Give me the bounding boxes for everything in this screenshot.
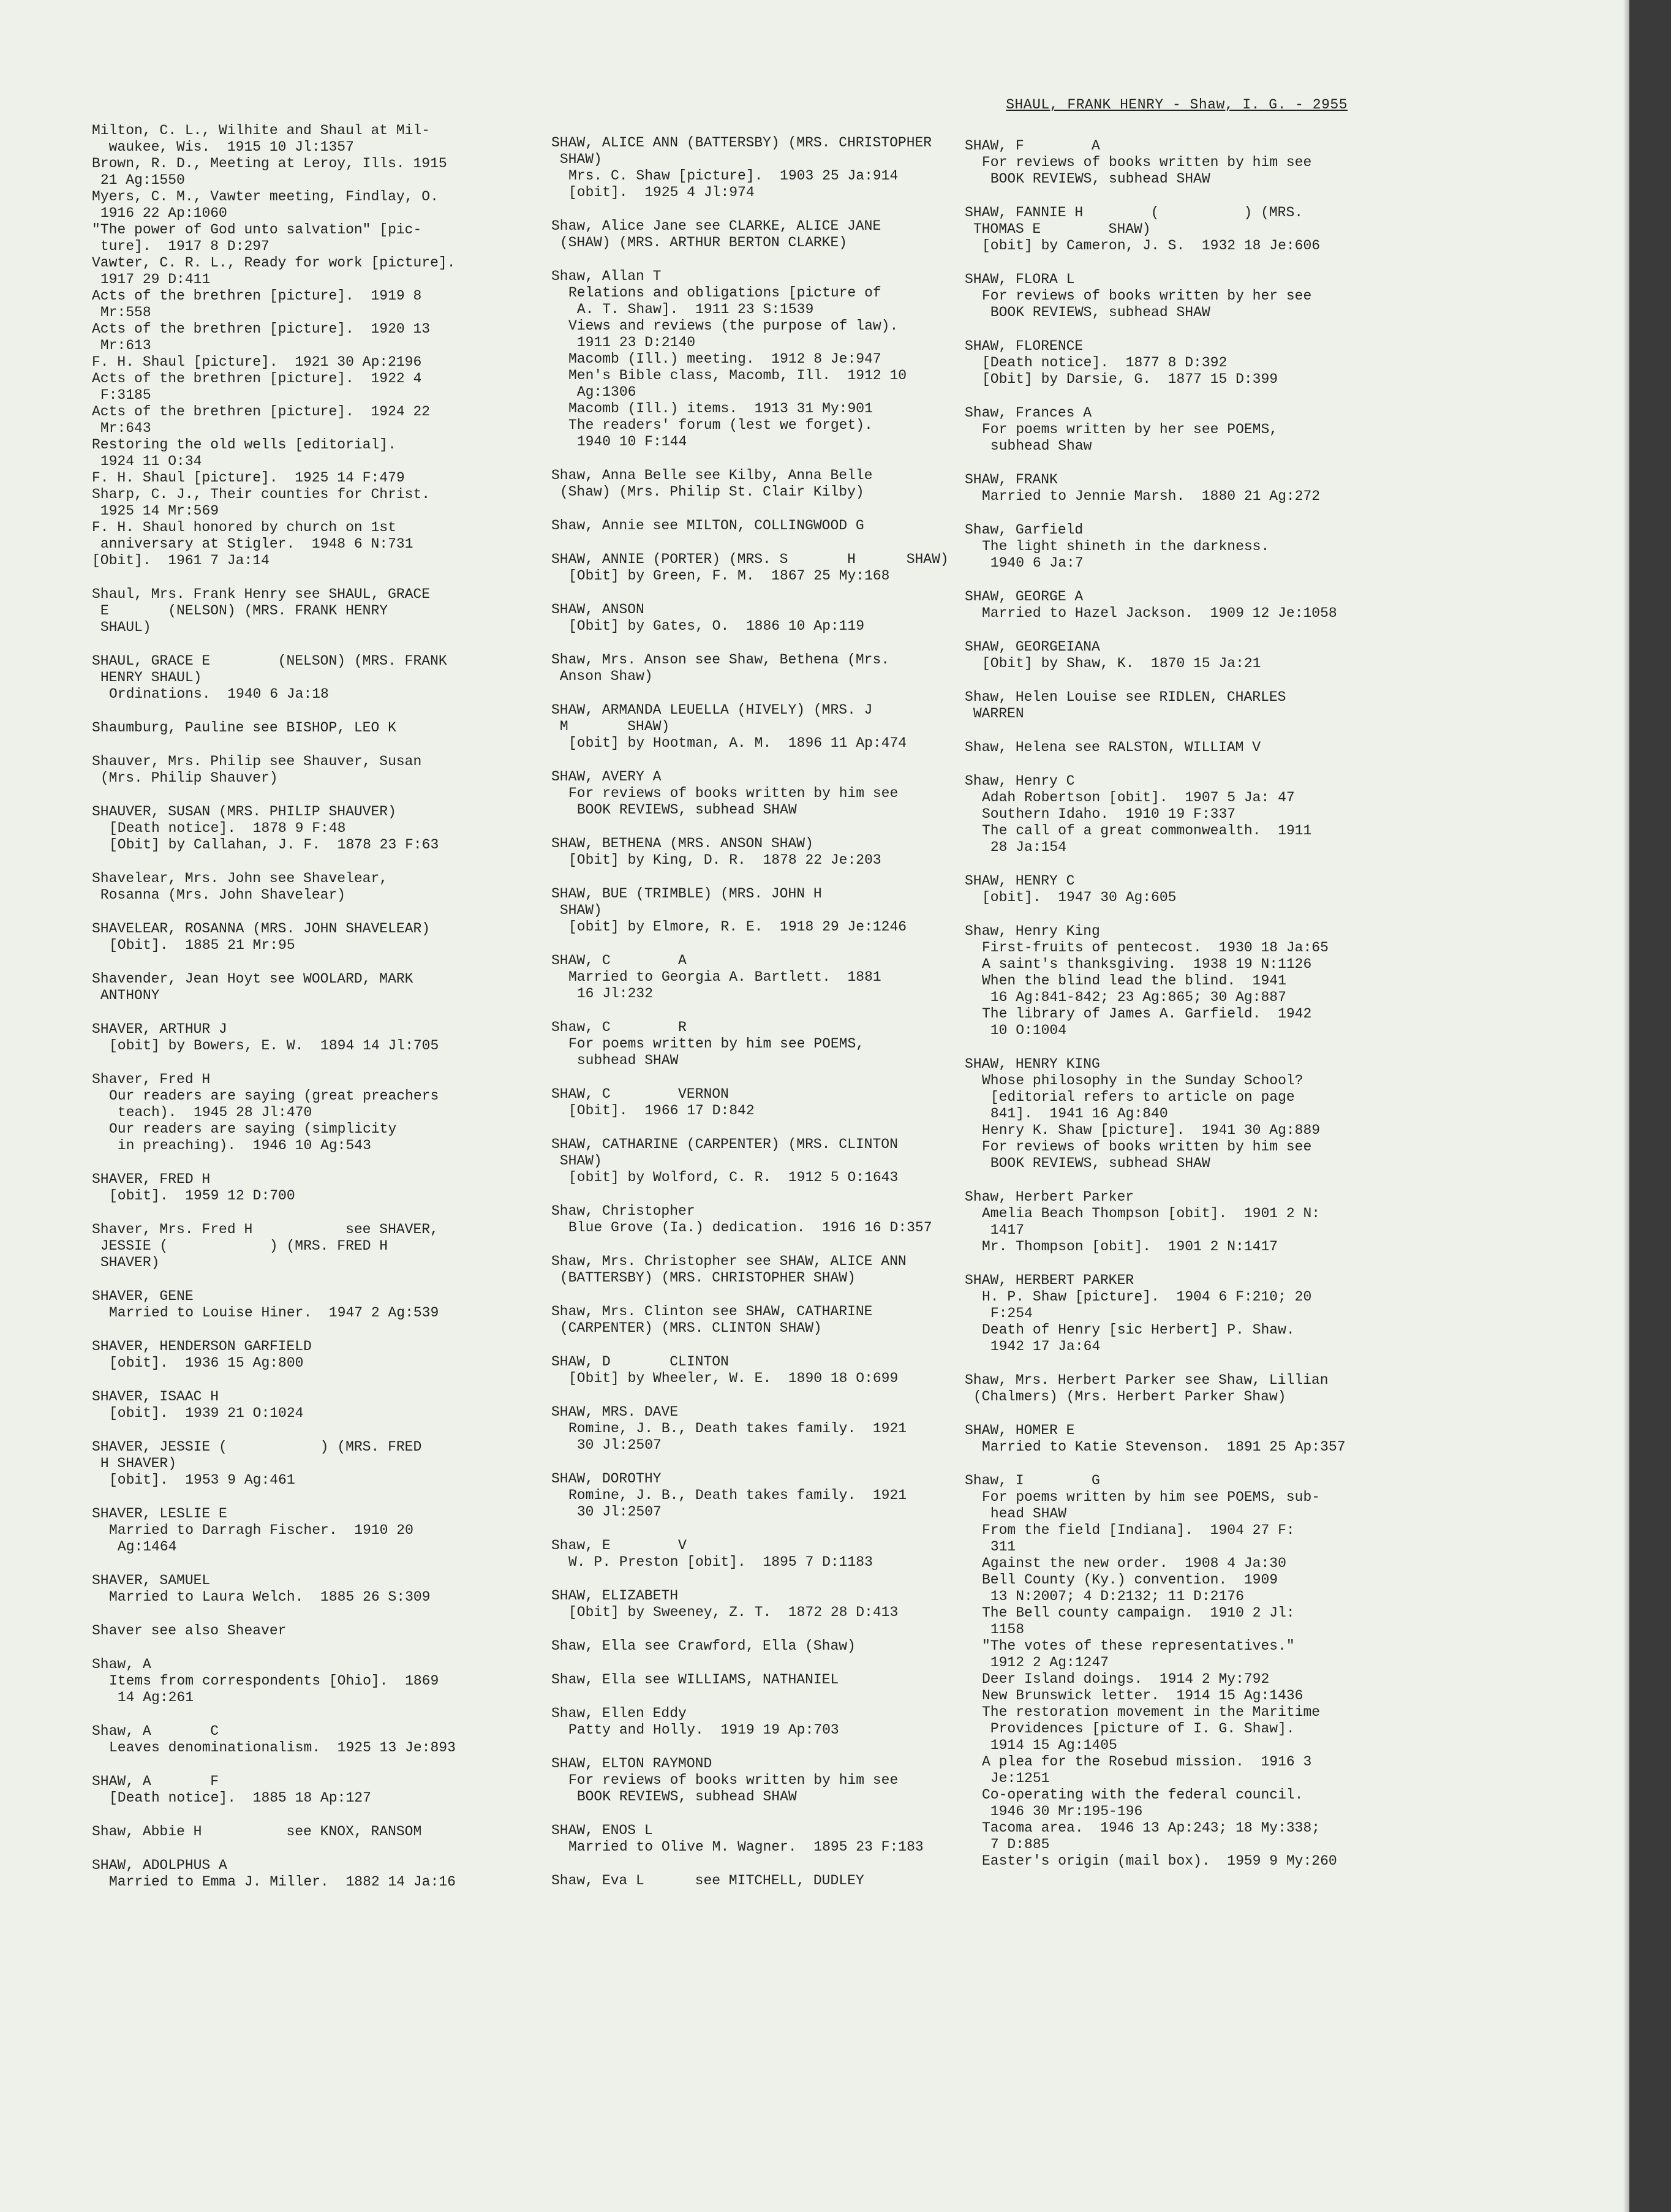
index-entry [551,1588,992,1621]
entry-heading: Shavender, Jean Hoyt see WOOLARD, MARK ANTHONY [92,971,413,1003]
entry-citation: [Death notice]. 1878 9 F:48 [109,820,346,836]
entry-heading: SHAVER, FRED H [92,1171,211,1187]
index-entry [965,1056,1406,1172]
index-entry [965,1372,1406,1405]
entry-heading: SHAW, HENRY KING [965,1056,1100,1072]
entry-citation: Macomb (Ill.) items. 1913 31 My:901 [568,401,873,417]
index-entry [965,689,1406,722]
index-entry [92,1773,533,1806]
index-entry [965,1422,1406,1455]
entry-heading: Shaw, Annie see MILTON, COLLINGWOOD G [551,518,864,534]
index-entry [551,1672,992,1688]
entry-heading: SHAVER, ISAAC H [92,1389,219,1405]
entry-heading: Shaw, E V [551,1538,687,1553]
entry-citation: [Obit] by Wheeler, W. E. 1890 18 O:699 [568,1370,899,1386]
entry-heading: SHAW, FLORA L [965,271,1075,287]
entry-citation: [Obit] by Sweeney, Z. T. 1872 28 D:413 [568,1604,899,1620]
entry-heading: Shaw, Ella see Crawford, Ella (Shaw) [551,1638,856,1654]
entry-heading: Shaul, Mrs. Frank Henry see SHAUL, GRACE E (NELSON) (MRS. FRANK HENRY SHAUL) [92,586,431,635]
index-entry [965,522,1406,572]
entry-heading: Shaw, Mrs. Christopher see SHAW, ALICE ANN (BATTERSBY) (MRS. CHRISTOPHER SHAW) [551,1253,907,1286]
entry-heading: SHAVER, SAMUEL [92,1572,211,1588]
index-entry [92,753,533,787]
index-entry [551,1404,992,1454]
entry-heading: SHAW, ADOLPHUS A [92,1857,227,1873]
entry-citation: [Obit] by Green, F. M. 1867 25 My:168 [568,568,890,584]
entry-citation: [Obit] by King, D. R. 1878 22 Je:203 [568,852,881,868]
entry-heading: Shaw, Eva L see MITCHELL, DUDLEY [551,1873,864,1889]
index-entry [551,518,992,534]
entry-heading: Shaw, Mrs. Clinton see SHAW, CATHARINE (CARPENTER) (MRS. CLINTON SHAW) [551,1304,873,1336]
index-entry [92,1171,533,1204]
index-entry [92,1857,533,1890]
entry-citation: Deer Island doings. 1914 2 My:792 [982,1671,1270,1687]
index-entry [92,653,533,703]
index-entry [92,1824,533,1840]
entry-heading: SHAW, HENRY C [965,873,1075,889]
entry-citation: Married to Katie Stevenson. 1891 25 Ap:357 [982,1439,1346,1455]
entry-citation: [Obit]. 1966 17 D:842 [568,1103,755,1119]
entry-heading: Shaver, Mrs. Fred H see SHAVER, JESSIE ( ) (MRS. FRED H SHAVER) [92,1221,439,1270]
entry-citation: Acts of the brethren [picture]. 1924 22 Mr:643 [92,404,431,436]
entry-heading: SHAW, AVERY A [551,769,662,785]
entry-citation: [obit] by Wolford, C. R. 1912 5 O:1643 [568,1169,899,1185]
entry-heading: Shaw, Ellen Eddy [551,1705,687,1721]
entry-citation: Amelia Beach Thompson [obit]. 1901 2 N: 1417 [982,1206,1321,1238]
entry-citation: Acts of the brethren [picture]. 1922 4 F:3185 [92,371,422,403]
entry-heading: SHAW, HOMER E [965,1422,1075,1438]
index-entry [551,135,992,201]
entry-citation: F. H. Shaul [picture]. 1925 14 F:479 [92,470,405,486]
entry-heading: Shaw, Helena see RALSTON, WILLIAM V [965,739,1261,755]
entry-heading: SHAW, ELTON RAYMOND [551,1756,712,1772]
entry-citation: Leaves denominationalism. 1925 13 Je:893 [109,1740,456,1756]
entry-citation: "The power of God unto salvation" [pic- ture]. 1917 8 D:297 [92,222,422,254]
index-entry [92,1338,533,1372]
entry-heading: SHAVER, JESSIE ( ) (MRS. FRED H SHAVER) [92,1439,422,1471]
entry-citation: [obit]. 1947 30 Ag:605 [982,889,1177,905]
entry-citation: From the field [Indiana]. 1904 27 F: 311 [982,1522,1295,1555]
entry-citation: [Obit] by Shaw, K. 1870 15 Ja:21 [982,655,1261,671]
entry-citation: When the blind lead the blind. 1941 16 Ag:841-842; 23 Ag:865; 30 Ag:887 [982,973,1286,1005]
entry-citation: Romine, J. B., Death takes family. 1921 30 Jl:2507 [568,1421,907,1453]
entry-citation: [obit] by Bowers, E. W. 1894 14 Jl:705 [109,1038,439,1054]
entry-citation: [Obit] by Gates, O. 1886 10 Ap:119 [568,618,865,634]
index-entry [965,472,1406,505]
index-entry [92,1221,533,1271]
entry-heading: Shaver see also Sheaver [92,1623,287,1639]
entry-heading: SHAW, ANNIE (PORTER) (MRS. S H SHAW) [551,551,949,567]
entry-citation: Milton, C. L., Wilhite and Shaul at Mil- waukee, Wis. 1915 10 Jl:1357 [92,123,431,155]
entry-heading: SHAVER, ARTHUR J [92,1021,227,1037]
entry-citation: For reviews of books written by him see BOOK REVIEWS, subhead SHAW [568,785,899,818]
entry-citation: [obit]. 1936 15 Ag:800 [109,1355,304,1371]
entry-heading: Shaw, Henry King [965,923,1100,939]
entry-heading: SHAW, MRS. DAVE [551,1404,679,1420]
entry-heading: SHAW, C VERNON [551,1086,729,1102]
entry-citation: [obit] by Elmore, R. E. 1918 29 Je:1246 [568,919,907,935]
entry-citation: For reviews of books written by him see BOOK REVIEWS, subhead SHAW [982,154,1312,187]
index-entry [551,1471,992,1520]
entry-heading: SHAW, F A [965,138,1100,154]
entry-citation: Whose philosophy in the Sunday School? [editorial refers to article on page 841]. 1941 16 Ag:840 [982,1073,1303,1122]
entry-heading: SHAW, GEORGEIANA [965,639,1100,655]
entry-heading: Shaw, Alice Jane see CLARKE, ALICE JANE (SHAW) (MRS. ARTHUR BERTON CLARKE) [551,218,881,251]
entry-heading: Shaw, Mrs. Anson see Shaw, Bethena (Mrs. Anson Shaw) [551,652,890,684]
entry-heading: Shaw, Mrs. Herbert Parker see Shaw, Lillian (Chalmers) (Mrs. Herbert Parker Shaw) [965,1372,1329,1405]
entry-citation: Acts of the brethren [picture]. 1920 13 Mr:613 [92,321,431,353]
entry-citation: Easter's origin (mail box). 1959 9 My:260 [982,1853,1337,1869]
entry-citation: [Obit]. 1961 7 Ja:14 [92,553,270,568]
entry-citation: The restoration movement in the Maritime Providences [picture of I. G. Shaw]. 1914 15 Ag:1405 [982,1704,1321,1753]
entry-citation: [obit] by Cameron, J. S. 1932 18 Je:606 [982,238,1321,254]
entry-heading: SHAUVER, SUSAN (MRS. PHILIP SHAUVER) [92,804,396,820]
entry-citation: The light shineth in the darkness. 1940 6 Ja:7 [982,538,1270,571]
entry-citation: For reviews of books written by her see BOOK REVIEWS, subhead SHAW [982,288,1312,320]
entry-citation: Married to Jennie Marsh. 1880 21 Ag:272 [982,488,1321,504]
entry-heading: Shaw, Allan T [551,268,662,284]
entry-citation: Bell County (Ky.) convention. 1909 13 N:2007; 4 D:2132; 11 D:2176 [982,1572,1278,1604]
index-entry [92,804,533,853]
entry-citation: Against the new order. 1908 4 Ja:30 [982,1555,1286,1571]
index-entry [551,1538,992,1571]
entry-heading: Shaver, Fred H [92,1071,211,1087]
entry-heading: Shaw, A [92,1656,151,1672]
index-entry [92,123,533,569]
entry-heading: SHAW, A F [92,1773,219,1789]
entry-citation: For reviews of books written by him see BOOK REVIEWS, subhead SHAW [982,1139,1312,1171]
entry-citation: Our readers are saying (great preachers teach). 1945 28 Jl:470 [109,1088,439,1120]
entry-citation: For reviews of books written by him see BOOK REVIEWS, subhead SHAW [568,1772,899,1805]
page-header [1006,97,1348,113]
entry-citation: Macomb (Ill.) meeting. 1912 8 Je:947 [568,351,881,367]
entry-heading: Shaumburg, Pauline see BISHOP, LEO K [92,720,396,736]
index-entry [551,1705,992,1738]
index-entry [551,702,992,752]
entry-citation: [Obit] by Callahan, J. F. 1878 23 F:63 [109,837,439,853]
entry-heading: Shaw, A C [92,1723,219,1739]
index-entry [965,205,1406,254]
index-entry [551,836,992,869]
entry-heading: Shaw, Henry C [965,773,1075,789]
entry-citation: The Bell county campaign. 1910 2 Jl: 1158 [982,1605,1295,1637]
entry-heading: SHAW, C A [551,953,687,968]
entry-citation: Southern Idaho. 1910 19 F:337 [982,806,1236,822]
index-column-2 [551,135,992,1906]
entry-citation: A plea for the Rosebud mission. 1916 3 Je:1251 [982,1754,1312,1786]
header-range: SHAUL, FRANK HENRY - Shaw, I. G. - 2955 [1006,97,1348,113]
index-entry [551,953,992,1002]
index-entry [92,1071,533,1154]
index-entry [92,1021,533,1054]
index-entry [965,138,1406,187]
index-entry [965,639,1406,672]
index-entry [551,1756,992,1805]
index-entry [551,1638,992,1655]
entry-heading: SHAW, CATHARINE (CARPENTER) (MRS. CLINTON SHAW) [551,1136,898,1169]
index-entry [965,338,1406,388]
entry-citation: Myers, C. M., Vawter meeting, Findlay, O. 1916 22 Ap:1060 [92,189,439,221]
entry-citation: [obit]. 1925 4 Jl:974 [568,184,755,200]
entry-heading: SHAW, ANSON [551,602,644,617]
entry-heading: SHAVELEAR, ROSANNA (MRS. JOHN SHAVELEAR) [92,921,431,937]
entry-citation: For poems written by him see POEMS, subhead SHAW [568,1036,865,1068]
entry-heading: SHAW, FANNIE H ( ) (MRS. THOMAS E SHAW) [965,205,1303,237]
index-column-3 [965,138,1406,1887]
entry-citation: [Death notice]. 1877 8 D:392 [982,355,1228,371]
entry-heading: Shaw, C R [551,1019,687,1035]
entry-heading: Shaw, Ella see WILLIAMS, NATHANIEL [551,1672,839,1688]
index-entry [551,1304,992,1337]
entry-heading: Shaw, Garfield [965,522,1084,538]
entry-citation: The readers' forum (lest we forget). 1940 10 F:144 [568,417,873,450]
entry-citation: [Obit]. 1885 21 Mr:95 [109,937,295,953]
entry-citation: Married to Georgia A. Bartlett. 1881 16 Jl:232 [568,969,881,1002]
index-entry [965,739,1406,756]
entry-citation: Brown, R. D., Meeting at Leroy, Ills. 1915 21 Ag:1550 [92,156,447,188]
index-entry [965,405,1406,455]
entry-heading: Shaw, Frances A [965,405,1092,421]
entry-citation: Our readers are saying (simplicity in preaching). 1946 10 Ag:543 [109,1121,397,1153]
entry-citation: F. H. Shaul honored by church on 1st anniversary at Stigler. 1948 6 N:731 [92,519,413,552]
entry-citation: Mr. Thompson [obit]. 1901 2 N:1417 [982,1239,1278,1255]
entry-heading: SHAVER, GENE [92,1288,194,1304]
entry-citation: For poems written by him see POEMS, sub- head SHAW [982,1489,1321,1522]
entry-citation: W. P. Preston [obit]. 1895 7 D:1183 [568,1554,873,1570]
entry-citation: The call of a great commonwealth. 1911 28 Ja:154 [982,823,1312,855]
entry-heading: SHAW, BUE (TRIMBLE) (MRS. JOHN H SHAW) [551,886,822,918]
entry-citation: Romine, J. B., Death takes family. 1921 30 Jl:2507 [568,1487,907,1520]
entry-citation: Married to Hazel Jackson. 1909 12 Je:1058 [982,605,1337,621]
entry-citation: Relations and obligations [picture of A. T. Shaw]. 1911 23 S:1539 [568,285,881,317]
entry-citation: Adah Robertson [obit]. 1907 5 Ja: 47 [982,790,1295,806]
entry-citation: The library of James A. Garfield. 1942 10 O:1004 [982,1006,1312,1038]
entry-citation: Co-operating with the federal council. 1946 30 Mr:195-196 [982,1787,1303,1819]
entry-citation: "The votes of these representatives." 1912 2 Ag:1247 [982,1638,1295,1670]
index-entry [92,1288,533,1321]
entry-citation: Views and reviews (the purpose of law). 1911 23 D:2140 [568,318,899,350]
index-entry [92,921,533,954]
entry-citation: A saint's thanksgiving. 1938 19 N:1126 [982,956,1312,972]
index-entry [92,870,533,904]
entry-citation: Men's Bible class, Macomb, Ill. 1912 10 Ag:1306 [568,368,907,400]
entry-citation: [Obit] by Darsie, G. 1877 15 D:399 [982,371,1278,387]
index-entry [92,1439,533,1489]
entry-citation: [obit]. 1953 9 Ag:461 [109,1472,295,1488]
entry-citation: Married to Laura Welch. 1885 26 S:309 [109,1589,431,1605]
entry-citation: New Brunswick letter. 1914 15 Ag:1436 [982,1688,1303,1704]
entry-heading: SHAUL, GRACE E (NELSON) (MRS. FRANK HENRY SHAUL) [92,653,447,685]
entry-heading: SHAW, FRANK [965,472,1058,488]
entry-citation: For poems written by her see POEMS, subhead Shaw [982,421,1278,454]
entry-heading: SHAW, BETHENA (MRS. ANSON SHAW) [551,836,813,851]
entry-heading: Shaw, I G [965,1473,1100,1489]
index-entry [965,923,1406,1039]
entry-heading: SHAW, D CLINTON [551,1354,729,1370]
index-entry [965,589,1406,622]
index-entry [965,271,1406,321]
index-entry [92,586,533,636]
entry-citation: Restoring the old wells [editorial]. 1924 11 O:34 [92,437,396,469]
index-entry [92,1623,533,1639]
index-entry [92,1389,533,1422]
index-entry [92,1572,533,1606]
entry-citation: [obit]. 1939 21 O:1024 [109,1405,304,1421]
index-entry [551,1086,992,1119]
entry-citation: First-fruits of pentecost. 1930 18 Ja:65 [982,940,1329,956]
index-entry [551,1203,992,1236]
entry-citation: H. P. Shaw [picture]. 1904 6 F:210; 20 F:254 [982,1289,1312,1321]
entry-citation: Vawter, C. R. L., Ready for work [picture]. 1917 29 D:411 [92,255,456,287]
entry-citation: Married to Darragh Fischer. 1910 20 Ag:1464 [109,1522,413,1555]
entry-heading: Shauver, Mrs. Philip see Shauver, Susan (Mrs. Philip Shauver) [92,753,422,786]
entry-heading: SHAW, ELIZABETH [551,1588,679,1604]
entry-heading: Shaw, Anna Belle see Kilby, Anna Belle (Shaw) (Mrs. Philip St. Clair Kilby) [551,467,873,500]
index-entry [551,1873,992,1889]
entry-citation: [obit] by Hootman, A. M. 1896 11 Ap:474 [568,735,907,751]
index-entry [551,1019,992,1069]
entry-heading: Shaw, Abbie H see KNOX, RANSOM [92,1824,422,1840]
index-entry [551,886,992,935]
index-entry [965,1189,1406,1255]
entry-citation: [obit]. 1959 12 D:700 [109,1188,295,1204]
index-entry [551,769,992,818]
index-entry [551,1822,992,1855]
entry-heading: SHAVER, LESLIE E [92,1506,227,1522]
index-entry [551,268,992,450]
entry-heading: SHAW, HERBERT PARKER [965,1272,1134,1288]
entry-citation: Henry K. Shaw [picture]. 1941 30 Ag:889 [982,1122,1321,1138]
index-column-1 [92,123,533,1908]
index-entry [551,218,992,251]
index-entry [92,720,533,736]
index-entry [92,1656,533,1706]
entry-citation: Acts of the brethren [picture]. 1919 8 Mr:558 [92,288,422,320]
entry-citation: Ordinations. 1940 6 Ja:18 [109,686,329,702]
entry-heading: SHAW, ALICE ANN (BATTERSBY) (MRS. CHRISTOPHER SHAW) [551,135,932,167]
entry-citation: Married to Emma J. Miller. 1882 14 Ja:16 [109,1874,456,1890]
index-entry [965,773,1406,856]
entry-heading: SHAW, DOROTHY [551,1471,662,1487]
entry-heading: Shaw, Helen Louise see RIDLEN, CHARLES WARREN [965,689,1286,722]
index-entry [965,1473,1406,1870]
entry-citation: [Death notice]. 1885 18 Ap:127 [109,1790,371,1806]
entry-citation: Married to Louise Hiner. 1947 2 Ag:539 [109,1305,439,1321]
entry-citation: Married to Olive M. Wagner. 1895 23 F:183 [568,1839,924,1855]
entry-citation: F. H. Shaul [picture]. 1921 30 Ap:2196 [92,354,422,370]
entry-citation: Sharp, C. J., Their counties for Christ. 1925 14 Mr:569 [92,486,431,519]
index-entry [551,652,992,685]
index-entry [92,1506,533,1555]
index-entry [551,602,992,635]
entry-citation: Tacoma area. 1946 13 Ap:243; 18 My:338; 7 D:885 [982,1820,1321,1852]
index-entry [92,1723,533,1756]
index-entry [551,1354,992,1387]
index-entry [965,1272,1406,1355]
entry-heading: SHAW, GEORGE A [965,589,1084,605]
entry-citation: Death of Henry [sic Herbert] P. Shaw. 1942 17 Ja:64 [982,1322,1295,1354]
entry-heading: Shavelear, Mrs. John see Shavelear, Rosanna (Mrs. John Shavelear) [92,870,388,903]
entry-heading: SHAW, ARMANDA LEUELLA (HIVELY) (MRS. J M SHAW) [551,702,873,734]
entry-heading: SHAW, FLORENCE [965,338,1084,354]
index-entry [965,873,1406,906]
entry-citation: Patty and Holly. 1919 19 Ap:703 [568,1722,839,1738]
entry-heading: Shaw, Christopher [551,1203,695,1219]
index-entry [92,971,533,1004]
entry-heading: SHAW, ENOS L [551,1822,653,1838]
entry-citation: Items from correspondents [Ohio]. 1869 14 Ag:261 [109,1673,439,1705]
index-entry [551,1253,992,1286]
index-entry [551,467,992,500]
entry-heading: SHAVER, HENDERSON GARFIELD [92,1338,312,1354]
entry-heading: Shaw, Herbert Parker [965,1189,1134,1205]
entry-citation: Mrs. C. Shaw [picture]. 1903 25 Ja:914 [568,168,899,184]
entry-citation: Blue Grove (Ia.) dedication. 1916 16 D:357 [568,1220,932,1236]
index-entry [551,1136,992,1186]
index-entry [551,551,992,584]
